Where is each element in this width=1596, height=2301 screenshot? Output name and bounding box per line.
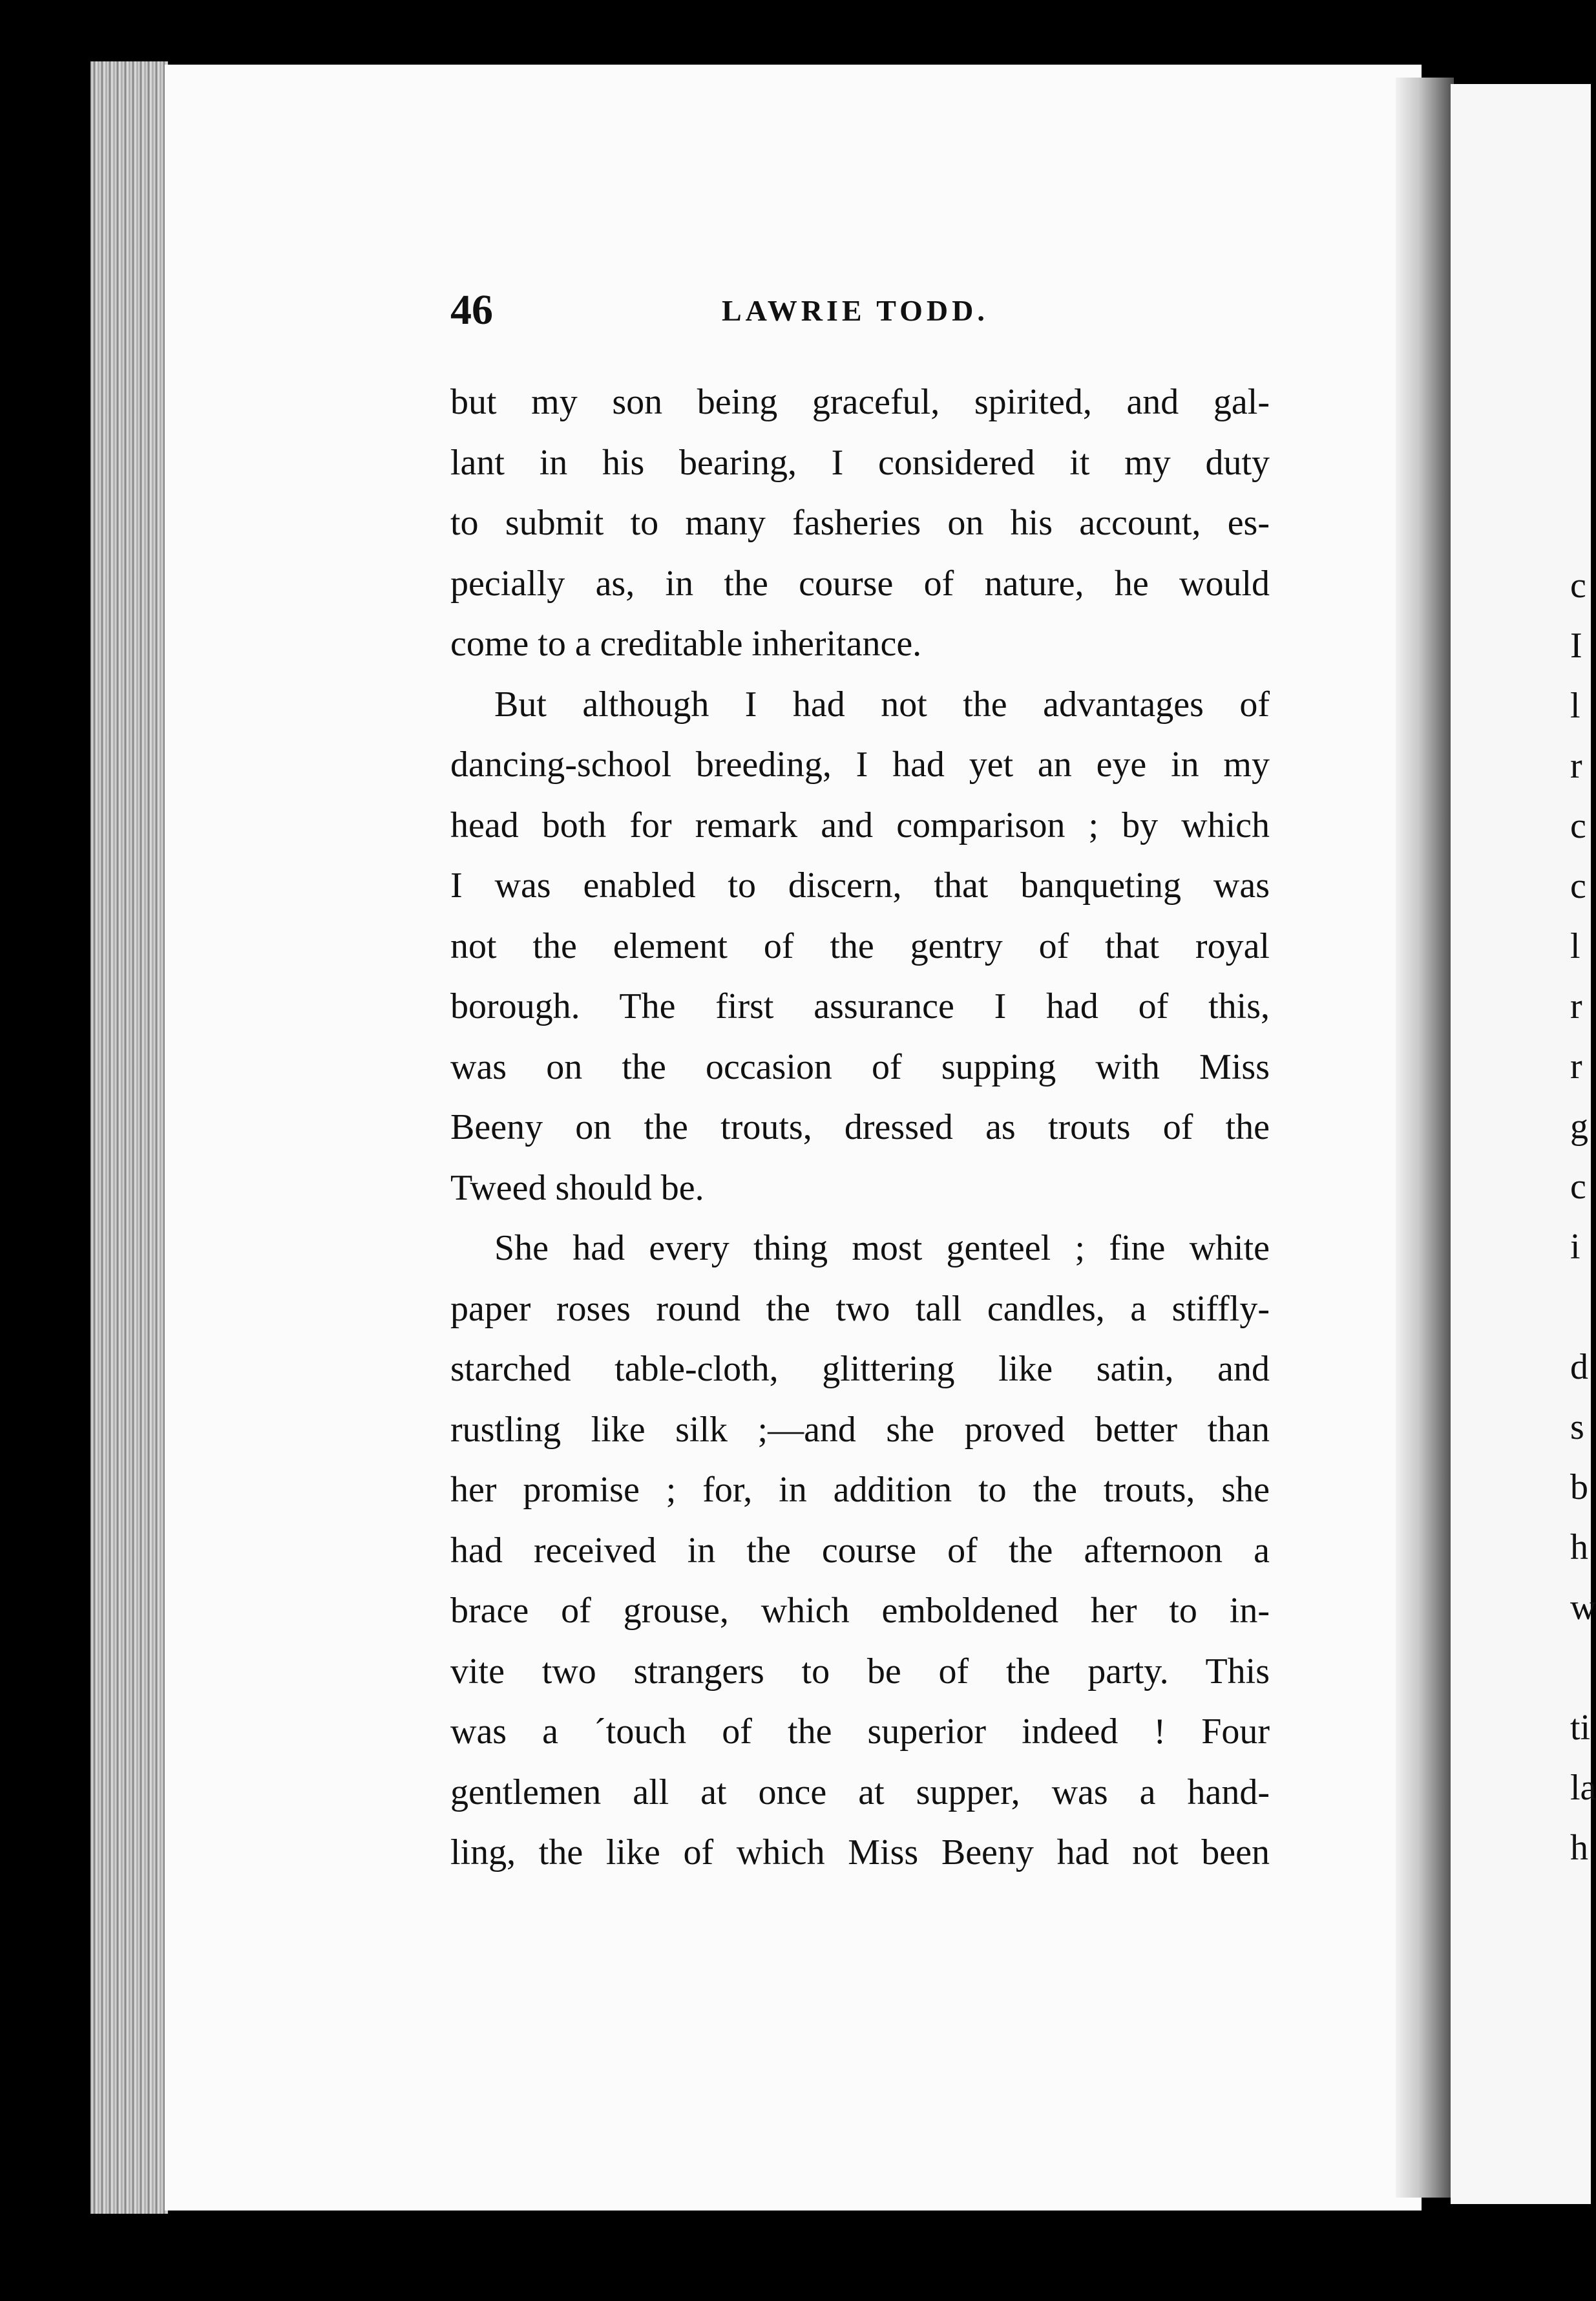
facing-letter: I [1570,626,1582,666]
facing-letter [1570,1277,1591,1337]
facing-letter: r [1570,1046,1582,1087]
facing-letter: r [1570,746,1582,786]
facing-letter: s [1570,1407,1584,1447]
text-line: rustling like silk ;—and she proved better than [450,1409,1270,1450]
text-line: Beeny on the trouts, dressed as trouts of the [450,1107,1270,1147]
facing-letter: i [1570,1227,1580,1267]
text-line: come to a creditable inheritance. [450,624,922,664]
text-line: not the element of the gentry of that royal [450,926,1270,966]
text-line: to submit to many fasheries on his account, es- [450,503,1270,543]
facing-letter: r [1570,986,1582,1026]
text-line: was on the occasion of supping with Miss [450,1046,1270,1087]
book-gutter [1396,78,1454,2198]
text-line: starched table-cloth, glittering like satin, and [450,1349,1270,1389]
text-line: lant in his bearing, I considered it my duty [450,442,1270,483]
text-line: vite two strangers to be of the party. This [450,1651,1270,1691]
text-line: But although I had not the advantages of [494,684,1270,725]
facing-letter: l [1570,926,1580,966]
page-number: 46 [450,286,493,334]
running-head [450,286,1270,337]
facing-letter: c [1570,806,1586,846]
running-title: LAWRIE TODD. [722,294,989,327]
facing-letter: h [1570,1527,1588,1567]
facing-letter: w [1570,1587,1596,1628]
facing-letter: c [1570,1167,1586,1207]
facing-letter [1570,1638,1591,1698]
facing-letter: h [1570,1828,1588,1868]
text-line: borough. The first assurance I had of this, [450,986,1270,1026]
text-line: Tweed should be. [450,1167,704,1208]
text-line: dancing-school breeding, I had yet an eye in my [450,745,1270,785]
text-line: She had every thing most genteel ; fine white [494,1228,1270,1268]
text-line: gentlemen all at once at supper, was a hand- [450,1772,1270,1812]
text-line: pecially as, in the course of nature, he would [450,563,1270,604]
facing-letter: b [1570,1467,1588,1507]
text-line: her promise ; for, in addition to the trouts, she [450,1470,1270,1510]
facing-letter: la [1570,1768,1596,1808]
facing-letter: d [1570,1347,1588,1387]
facing-page-edge-text [1570,556,1596,1878]
facing-letter: ti [1570,1708,1591,1748]
text-line: ling, the like of which Miss Beeny had not been [450,1832,1270,1872]
body-text [450,372,1270,1883]
text-line: head both for remark and comparison ; by which [450,805,1270,845]
text-line: but my son being graceful, spirited, and gal- [450,382,1270,422]
text-line: I was enabled to discern, that banqueting was [450,865,1270,906]
facing-letter: g [1570,1107,1588,1147]
facing-letter: l [1570,686,1580,726]
text-line: brace of grouse, which emboldened her to in- [450,1591,1270,1631]
text-line: paper roses round the two tall candles, a stiffly- [450,1288,1270,1329]
text-line: was a ´touch of the superior indeed ! Four [450,1712,1270,1752]
facing-letter: c [1570,866,1586,906]
page-edge [90,61,168,2214]
facing-letter: c [1570,566,1586,606]
text-line: had received in the course of the afternoon a [450,1530,1270,1571]
